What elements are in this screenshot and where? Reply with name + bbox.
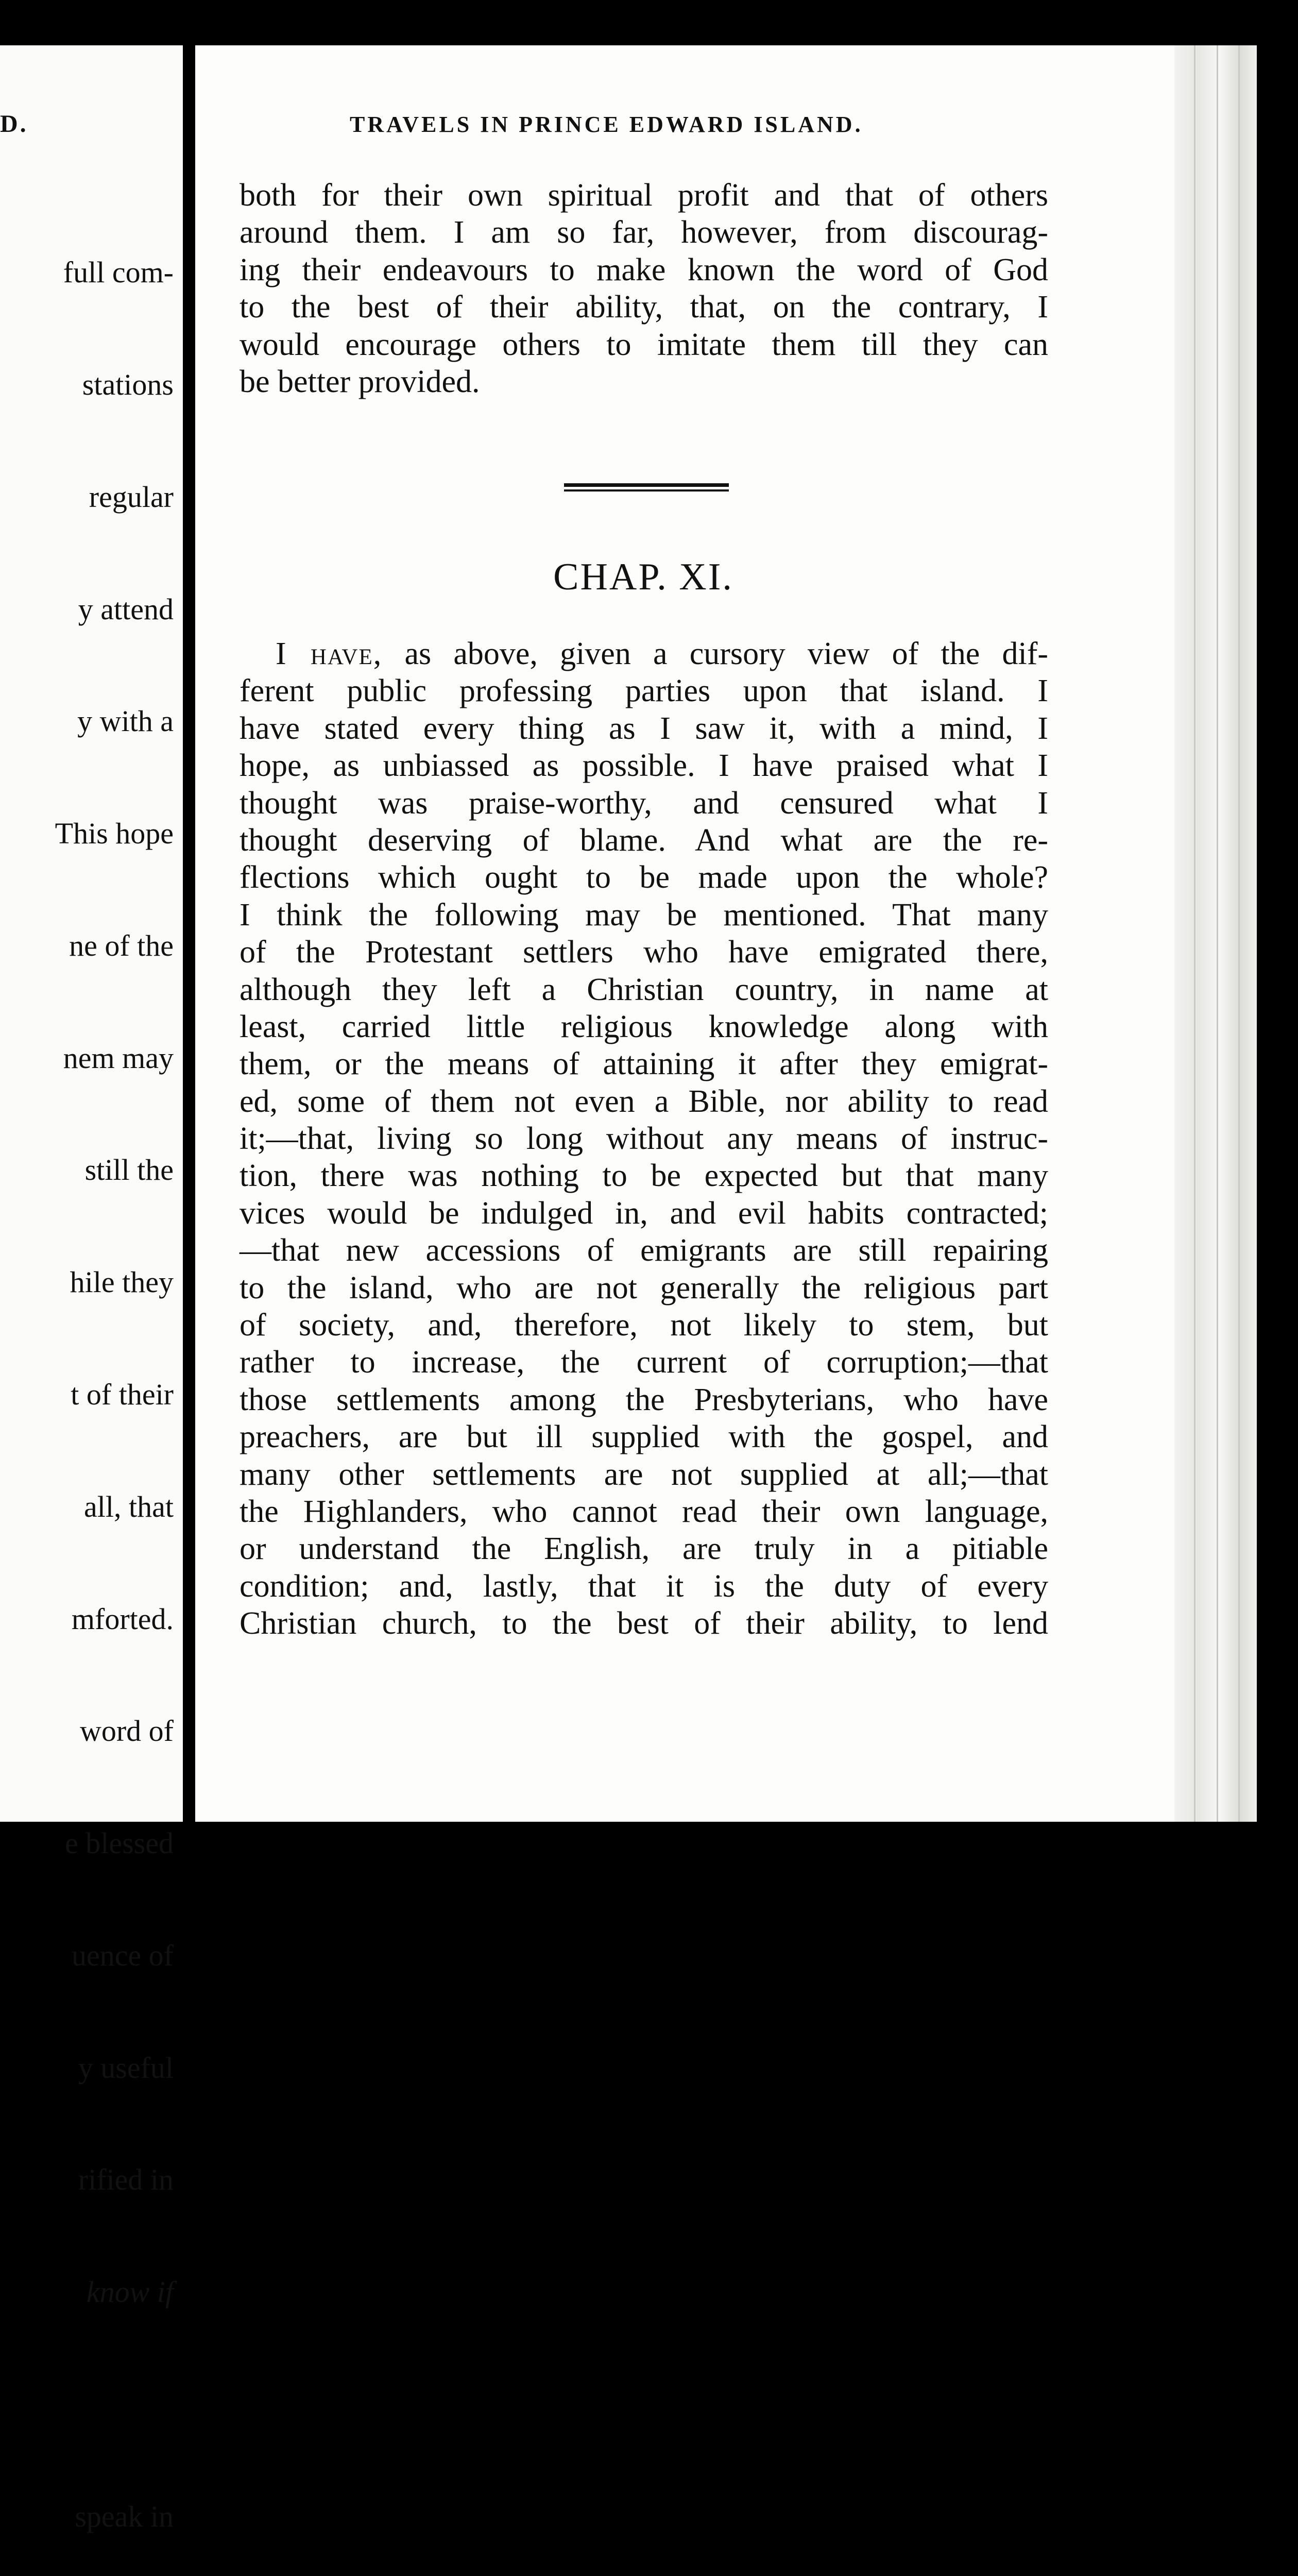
book-gutter [183, 45, 195, 1822]
left-line: t of their [71, 1378, 174, 1411]
text-line: flections which ought to be made upon the whole? [240, 860, 1048, 895]
text-line: thought was praise-worthy, and censured what I [240, 785, 1048, 821]
text-line: I think the following may be mentioned. That many [240, 897, 1048, 933]
section-rule [564, 483, 729, 495]
left-page [0, 45, 183, 2533]
text-line: although they left a Christian country, in name at [240, 972, 1048, 1007]
text-line: them, or the means of attaining it after they emigrat- [240, 1046, 1048, 1082]
left-line: stations [82, 367, 174, 401]
text-line: ing their endeavours to make known the word of God [240, 252, 1048, 287]
text-line: around them. I am so far, however, from discourag- [240, 215, 1048, 250]
text-line: —that new accessions of emigrants are still repairing [240, 1233, 1048, 1268]
left-line: This hope [55, 817, 174, 851]
left-line [55, 2386, 174, 2424]
text-line: to the best of their ability, that, on the contrary, I [240, 290, 1048, 325]
text-line: Christian church, to the best of their ability, to lend [240, 1606, 1048, 1641]
text-line: would encourage others to imitate them till they can [240, 327, 1048, 362]
text-line: those settlements among the Presbyterians, who have [240, 1382, 1048, 1417]
left-line: e blessed [65, 1826, 174, 1860]
left-line: mforted. [71, 1602, 174, 1636]
left-line: full com- [63, 256, 174, 290]
page-edge-line [1194, 45, 1195, 1822]
running-title: TRAVELS IN PRINCE EDWARD ISLAND. [350, 112, 863, 137]
paragraph-continued [240, 177, 1048, 400]
text-line: both for their own spiritual profit and that of others [240, 178, 1048, 213]
left-line: rified in [78, 2163, 174, 2197]
opening-word: I have, [276, 636, 383, 671]
left-line: hile they [70, 1265, 174, 1299]
text-line: hope, as unbiassed as possible. I have praised what I [240, 748, 1048, 784]
text-line: of the Protestant settlers who have emigrated there, [240, 935, 1048, 970]
text-line: have stated every thing as I saw it, with a mind, I [240, 710, 1048, 746]
text-line: the Highlanders, who cannot read their own language, [240, 1494, 1048, 1529]
text-line: rather to increase, the current of corruption;—that [240, 1345, 1048, 1380]
left-line: word of [79, 1714, 174, 1748]
left-running-head: D. [0, 110, 28, 138]
text-line: be better provided. [240, 364, 480, 399]
text-line: thought deserving of blame. And what are the re- [240, 822, 1048, 858]
text-line: least, carried little religious knowledge along with [240, 1009, 1048, 1044]
left-page-text [55, 179, 174, 2576]
left-line: regular [89, 480, 174, 514]
text-line: tion, there was nothing to be expected but that many [240, 1158, 1048, 1194]
page-edges [1174, 45, 1257, 1822]
text-line: condition; and, lastly, that it is the duty of every [240, 1568, 1048, 1604]
chapter-heading: CHAP. XI. [553, 556, 733, 598]
page-edge-line [1217, 45, 1218, 1822]
text-line: many other settlements are not supplied at all;—that [240, 1456, 1048, 1492]
text-line: preachers, are but ill supplied with the gospel, and [240, 1419, 1048, 1455]
text-line: ed, some of them not even a Bible, nor ability to read [240, 1083, 1048, 1119]
left-line: y with a [77, 704, 174, 738]
rule-thick [564, 483, 729, 487]
left-line: uence of [71, 1938, 174, 1972]
text-line: to the island, who are not generally the religious part [240, 1270, 1048, 1306]
page-edge-line [1238, 45, 1240, 1822]
text-line: or understand the English, are truly in a pitiable [240, 1531, 1048, 1567]
left-line: y useful [78, 2050, 174, 2084]
text-line-first [240, 635, 1048, 672]
text-line: ferent public professing parties upon that island. I [240, 673, 1048, 709]
text-line: it;—that, living so long without any means of instruc- [240, 1121, 1048, 1157]
left-line: y attend [78, 592, 174, 626]
left-line: nem may [63, 1041, 174, 1075]
left-line: speak in [75, 2499, 174, 2533]
page-header [350, 103, 1241, 149]
left-line: ne of the [69, 928, 174, 962]
paragraph-main [240, 635, 1048, 1642]
right-page [195, 45, 1256, 1822]
left-line: know if [86, 2275, 174, 2309]
left-line: still the [84, 1153, 174, 1187]
rule-thin [564, 489, 729, 492]
text-line: vices would be indulged in, and evil habits contracted; [240, 1195, 1048, 1231]
text-line: as above, given a cursory view of the dif- [404, 636, 1048, 671]
left-line: all, that [84, 1489, 174, 1523]
text-line: of society, and, therefore, not likely to stem, but [240, 1308, 1048, 1343]
